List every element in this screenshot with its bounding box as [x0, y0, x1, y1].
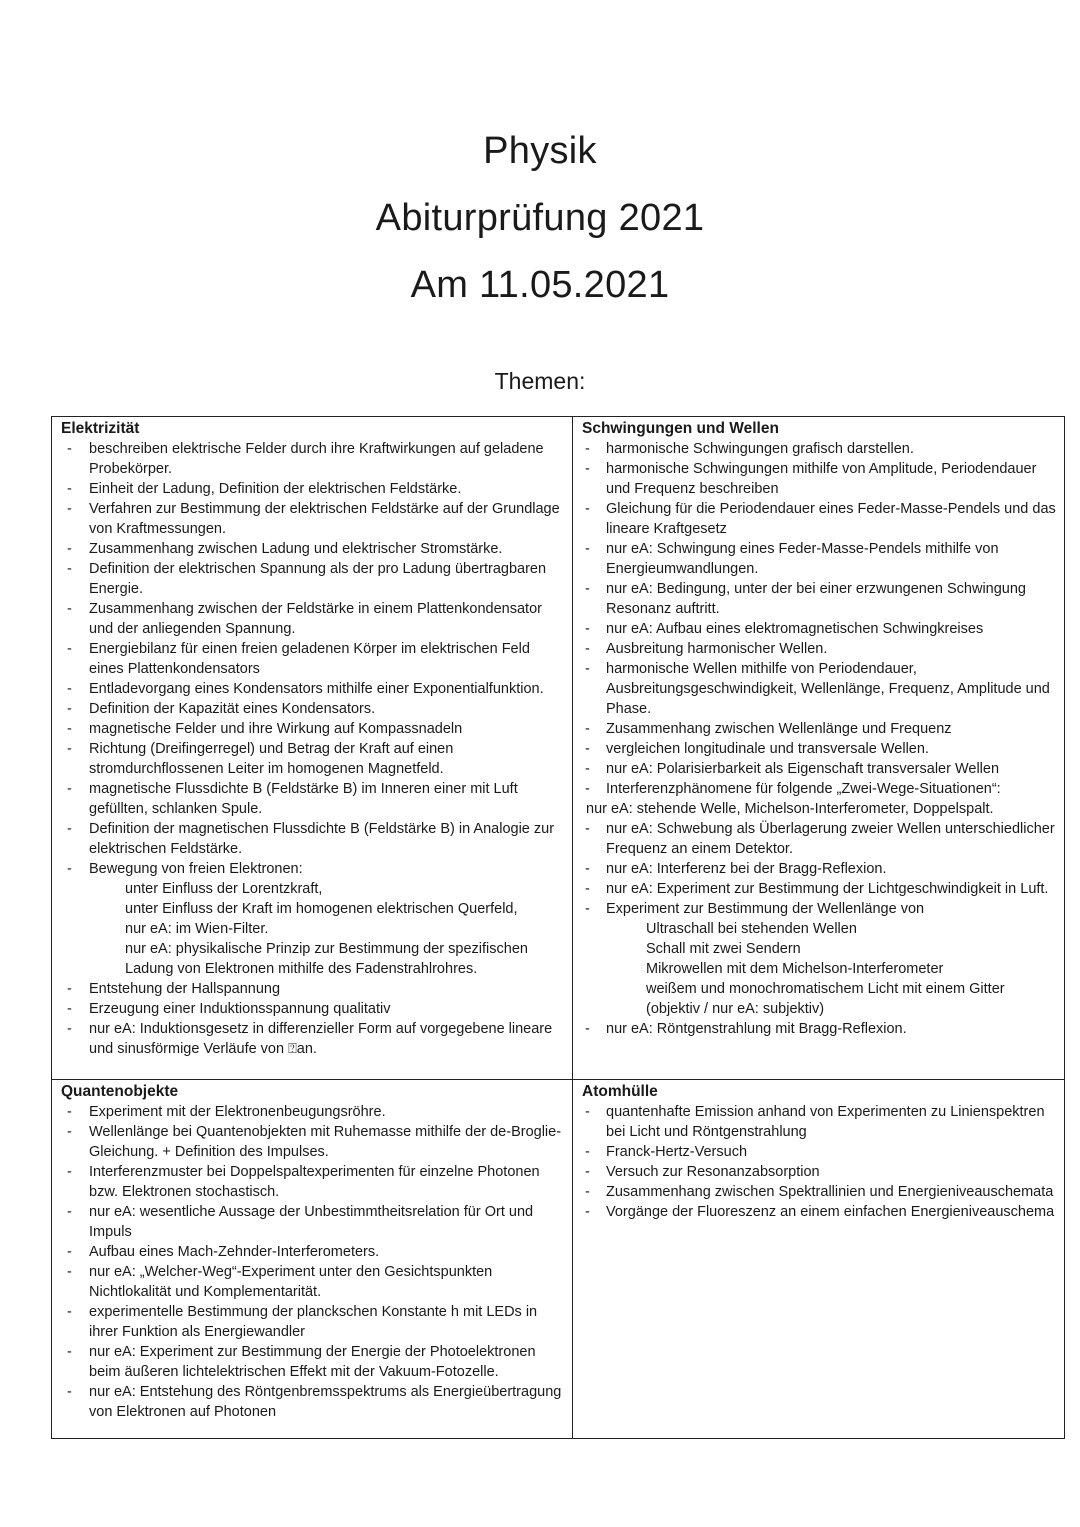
topics-table	[51, 416, 1065, 1439]
list-item: - Interferenzphänomene für folgende „Zwei-Wege-Situationen“:	[582, 779, 1058, 799]
table-row	[52, 1080, 1065, 1439]
list-item: - nur eA: Polarisierbarkeit als Eigenschaft transversaler Wellen	[582, 759, 1058, 779]
list-item: - nur eA: Experiment zur Bestimmung der Energie der Photoelektronen beim äußeren lichtelektrischen Effekt mit der Vakuum-Fotozelle.	[61, 1342, 566, 1382]
section-quantenobjekte	[52, 1080, 573, 1439]
list-item: - Wellenlänge bei Quantenobjekten mit Ruhemasse mithilfe der de-Broglie-Gleichung. + Definition des Impulses.	[61, 1122, 566, 1162]
list-item: nur eA: physikalische Prinzip zur Bestimmung der spezifischen Ladung von Elektronen mithilfe des Fadenstrahlrohres.	[125, 941, 528, 977]
list-item: - harmonische Wellen mithilfe von Periodendauer, Ausbreitungsgeschwindigkeit, Wellenlänge, Frequenz, Amplitude und Phase.	[582, 659, 1058, 719]
title-subject: Physik	[483, 130, 597, 172]
list-item: - Zusammenhang zwischen der Feldstärke in einem Plattenkondensator und der anliegenden Spannung.	[61, 599, 566, 639]
table-row	[52, 417, 1065, 1080]
topic-list	[61, 1102, 566, 1422]
topic-list	[582, 1102, 1058, 1222]
list-item: - Gleichung für die Periodendauer eines Feder-Masse-Pendels und das lineare Kraftgesetz	[582, 499, 1058, 539]
section-atomhuelle	[573, 1080, 1065, 1439]
list-item: - Energiebilanz für einen freien geladenen Körper im elektrischen Feld eines Plattenkondensators	[61, 639, 566, 679]
list-item: - nur eA: Induktionsgesetz in differenzieller Form auf vorgegebene lineare und sinusförmige Verläufe von ⍰an.	[61, 1019, 566, 1059]
list-item: - Erzeugung einer Induktionsspannung qualitativ	[61, 999, 566, 1019]
list-item: - experimentelle Bestimmung der planckschen Konstante h mit LEDs in ihrer Funktion als Energiewandler	[61, 1302, 566, 1342]
list-item: - nur eA: „Welcher-Weg“-Experiment unter den Gesichtspunkten Nichtlokalität und Komplementarität.	[61, 1262, 566, 1302]
list-item: - Entladevorgang eines Kondensators mithilfe einer Exponentialfunktion.	[61, 679, 566, 699]
list-item: - Verfahren zur Bestimmung der elektrischen Feldstärke auf der Grundlage von Kraftmessungen.	[61, 499, 566, 539]
list-item: - Definition der Kapazität eines Kondensators.	[61, 699, 566, 719]
list-item: - nur eA: Bedingung, unter der bei einer erzwungenen Schwingung Resonanz auftritt.	[582, 579, 1058, 619]
list-item: Mikrowellen mit dem Michelson-Interferometer	[646, 961, 944, 977]
list-item: - nur eA: Schwebung als Überlagerung zweier Wellen unterschiedlicher Frequenz an einem Detektor.	[582, 819, 1058, 859]
list-item: - Experiment zur Bestimmung der Wellenlänge von	[582, 899, 1058, 919]
list-item: - Richtung (Dreifingerregel) und Betrag der Kraft auf einen stromdurchflossenen Leiter im homogenen Magnetfeld.	[61, 739, 566, 779]
section-heading: Elektrizität	[61, 420, 140, 437]
list-item: - nur eA: Schwingung eines Feder-Masse-Pendels mithilfe von Energieumwandlungen.	[582, 539, 1058, 579]
list-item: - Experiment mit der Elektronenbeugungsröhre.	[61, 1102, 566, 1122]
list-item: weißem und monochromatischem Licht mit einem Gitter (objektiv / nur eA: subjektiv)	[646, 981, 1005, 1017]
list-item: - Ausbreitung harmonischer Wellen.	[582, 639, 1058, 659]
list-item: - Zusammenhang zwischen Ladung und elektrischer Stromstärke.	[61, 539, 566, 559]
list-item: - nur eA: wesentliche Aussage der Unbestimmtheitsrelation für Ort und Impuls	[61, 1202, 566, 1242]
section-heading: Quantenobjekte	[61, 1083, 179, 1100]
list-item: unter Einfluss der Kraft im homogenen elektrischen Querfeld,	[125, 901, 518, 917]
list-item: - Definition der elektrischen Spannung als der pro Ladung übertragbaren Energie.	[61, 559, 566, 599]
document-title	[0, 118, 1080, 319]
list-item: - nur eA: Entstehung des Röntgenbremsspektrums als Energieübertragung von Elektronen auf Photonen	[61, 1382, 566, 1422]
list-item: - Zusammenhang zwischen Wellenlänge und Frequenz	[582, 719, 1058, 739]
list-item: - nur eA: Röntgenstrahlung mit Bragg-Reflexion.	[582, 1019, 1058, 1039]
list-item: - Bewegung von freien Elektronen:	[61, 859, 566, 879]
topics-heading: Themen:	[494, 368, 586, 394]
section-elektrizitaet	[52, 417, 573, 1080]
list-item: - harmonische Schwingungen mithilfe von Amplitude, Periodendauer und Frequenz beschreiben	[582, 459, 1058, 499]
list-item: - quantenhafte Emission anhand von Experimenten zu Linienspektren bei Licht und Röntgenstrahlung	[582, 1102, 1058, 1142]
list-item: Ultraschall bei stehenden Wellen	[646, 921, 857, 937]
section-heading: Schwingungen und Wellen	[582, 420, 779, 437]
list-item: - beschreiben elektrische Felder durch ihre Kraftwirkungen auf geladene Probekörper.	[61, 439, 566, 479]
title-date: Am 11.05.2021	[410, 264, 670, 306]
list-item: nur eA: im Wien-Filter.	[125, 921, 269, 937]
list-item: nur eA: stehende Welle, Michelson-Interferometer, Doppelspalt.	[586, 801, 994, 817]
list-item: - Einheit der Ladung, Definition der elektrischen Feldstärke.	[61, 479, 566, 499]
list-item: - Definition der magnetischen Flussdichte B (Feldstärke B) in Analogie zur elektrischen Feldstärke.	[61, 819, 566, 859]
list-item: - Entstehung der Hallspannung	[61, 979, 566, 999]
topic-list	[61, 439, 566, 1059]
list-item: - magnetische Flussdichte B (Feldstärke B) im Inneren einer mit Luft gefüllten, schlanken Spule.	[61, 779, 566, 819]
list-item: - nur eA: Experiment zur Bestimmung der Lichtgeschwindigkeit in Luft.	[582, 879, 1058, 899]
section-schwingungen	[573, 417, 1065, 1080]
list-item: - Franck-Hertz-Versuch	[582, 1142, 1058, 1162]
list-item: - Vorgänge der Fluoreszenz an einem einfachen Energieniveauschema	[582, 1202, 1058, 1222]
list-item: - nur eA: Aufbau eines elektromagnetischen Schwingkreises	[582, 619, 1058, 639]
list-item: - harmonische Schwingungen grafisch darstellen.	[582, 439, 1058, 459]
list-item: - vergleichen longitudinale und transversale Wellen.	[582, 739, 1058, 759]
list-item: - Interferenzmuster bei Doppelspaltexperimenten für einzelne Photonen bzw. Elektronen stochastisch.	[61, 1162, 566, 1202]
section-heading: Atomhülle	[582, 1083, 658, 1100]
list-item: - nur eA: Interferenz bei der Bragg-Reflexion.	[582, 859, 1058, 879]
list-item: - Zusammenhang zwischen Spektrallinien und Energieniveauschemata	[582, 1182, 1058, 1202]
list-item: - Versuch zur Resonanzabsorption	[582, 1162, 1058, 1182]
list-item: - Aufbau eines Mach-Zehnder-Interferometers.	[61, 1242, 566, 1262]
title-exam: Abiturprüfung 2021	[375, 197, 705, 239]
topic-list	[582, 439, 1058, 1039]
list-item: - magnetische Felder und ihre Wirkung auf Kompassnadeln	[61, 719, 566, 739]
list-item: Schall mit zwei Sendern	[646, 941, 801, 957]
list-item: unter Einfluss der Lorentzkraft,	[125, 881, 323, 897]
